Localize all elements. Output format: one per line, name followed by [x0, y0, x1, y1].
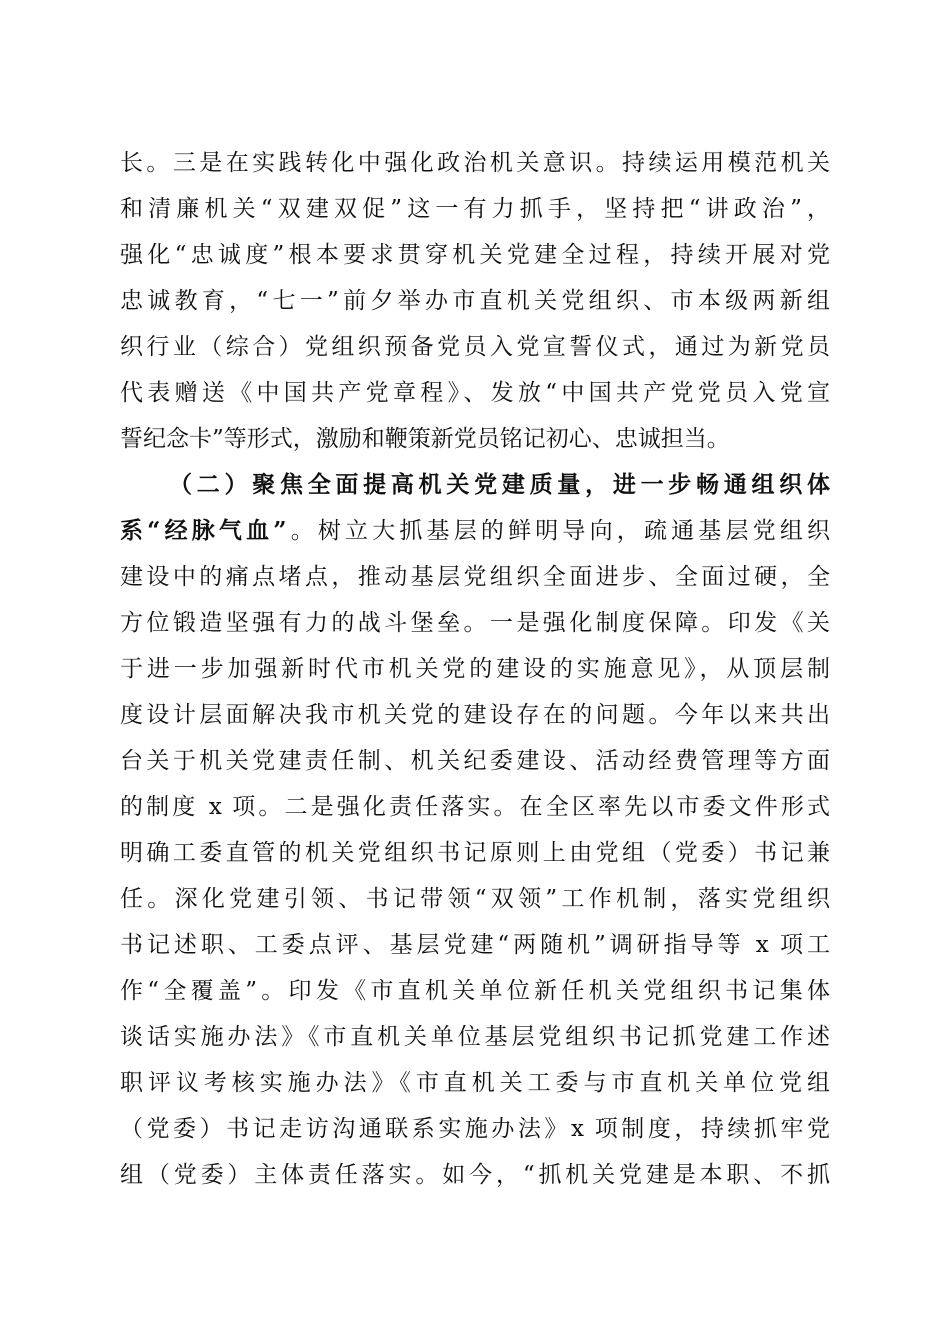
section-text: 。树立大抓基层的鲜明导向，疏通基层党组织: [286, 518, 831, 544]
text-line: 度设计层面解决我市机关党的建设存在的问题。今年以来共出: [120, 702, 830, 728]
body-text: [120, 140, 830, 1198]
text-line: 长。三是在实践转化中强化政治机关意识。持续运用模范机关: [120, 150, 830, 176]
section-heading: （二）聚焦全面提高机关党建质量，进一步畅通组织体: [169, 471, 830, 498]
text-line: 建设中的痛点堵点，推动基层党组织全面进步、全面过硬，全: [120, 564, 830, 590]
section-heading-continuation: [120, 508, 830, 554]
text-line: 于进一步加强新时代市机关党的建设的实施意见》，从顶层制: [120, 656, 830, 682]
section-heading-end: 系“经脉气血”: [120, 517, 287, 544]
text-line: 的制度 x 项。二是强化责任落实。在全区率先以市委文件形式: [120, 794, 830, 820]
text-line: 书记述职、工委点评、基层党建“两随机”调研指导等 x 项工: [120, 932, 830, 958]
text-line: （党委）书记走访沟通联系实施办法》x 项制度，持续抓牢党: [120, 1116, 830, 1142]
text-line: 职评议考核实施办法》《市直机关工委与市直机关单位党组: [120, 1070, 830, 1096]
text-line: 明确工委直管的机关党组织书记原则上由党组（党委）书记兼: [120, 840, 830, 866]
text-line: 代表赠送《中国共产党章程》、发放“中国共产党党员入党宣: [120, 380, 830, 406]
text-line: 任。深化党建引领、书记带领“双领”工作机制，落实党组织: [120, 886, 830, 912]
text-line: 忠诚教育，“七一”前夕举办市直机关党组织、市本级两新组: [120, 288, 830, 314]
text-line: 方位锻造坚强有力的战斗堡垒。一是强化制度保障。印发《关: [120, 610, 830, 636]
text-line: 台关于机关党建责任制、机关纪委建设、活动经费管理等方面: [120, 748, 830, 774]
text-line: 作“全覆盖”。印发《市直机关单位新任机关党组织书记集体: [120, 978, 830, 1004]
text-line: 组（党委）主体责任落实。如今，“抓机关党建是本职、不抓: [120, 1162, 830, 1188]
text-line: 和清廉机关“双建双促”这一有力抓手，坚持把“讲政治”，: [120, 196, 830, 222]
text-line: 织行业（综合）党组织预备党员入党宣誓仪式，通过为新党员: [120, 334, 830, 360]
text-line: 强化“忠诚度”根本要求贯穿机关党建全过程，持续开展对党: [120, 242, 830, 268]
text-line: 谈话实施办法》《市直机关单位基层党组织书记抓党建工作述: [120, 1024, 830, 1050]
text-line: 誓纪念卡”等形式，激励和鞭策新党员铭记初心、忠诚担当。: [120, 426, 730, 452]
